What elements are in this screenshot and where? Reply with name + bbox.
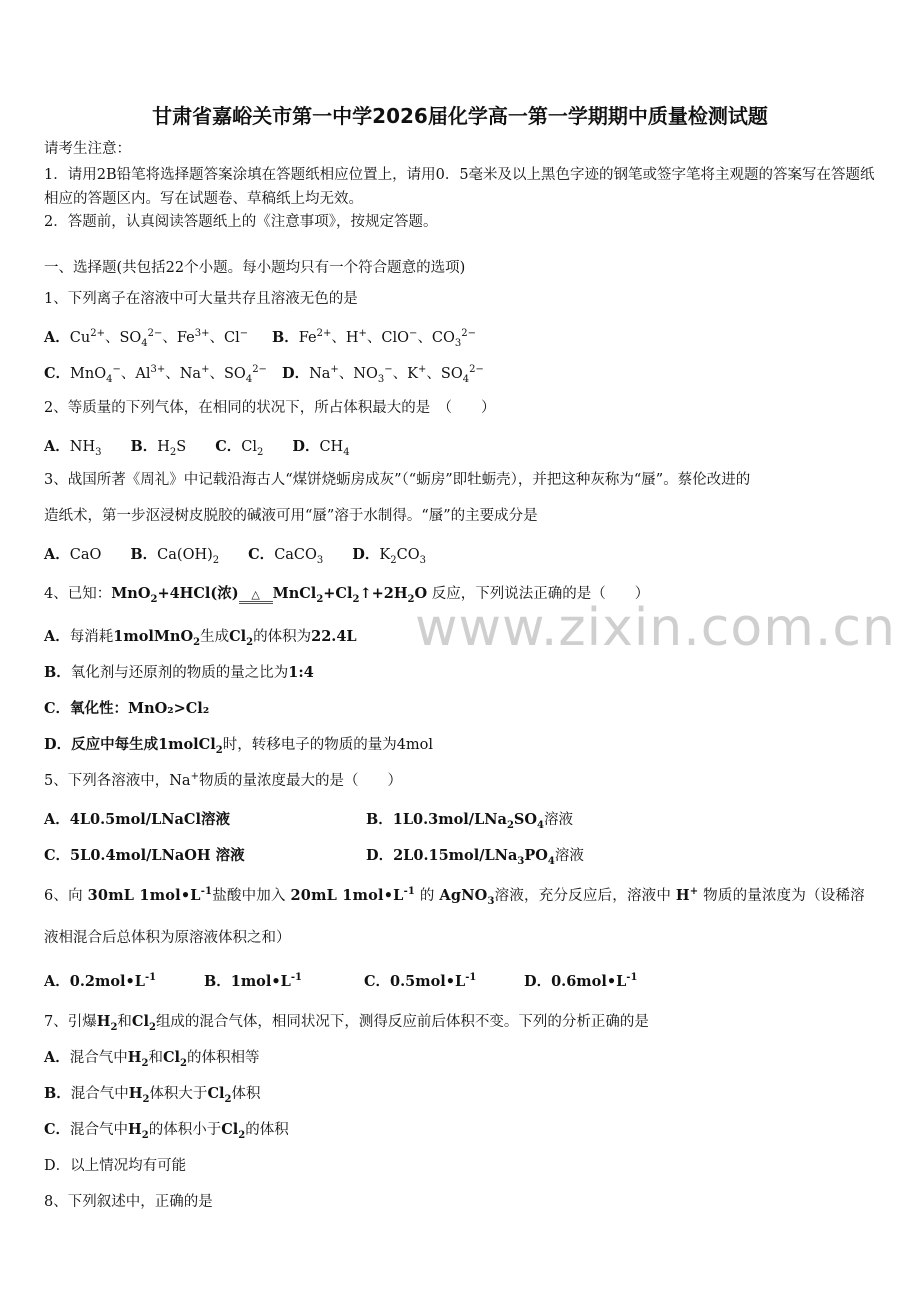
q1-option-c: C．MnO$_4$−、$Al^{3+}$、Na+、$SO_4^{2-}$	[44, 364, 267, 385]
q6-option-c: C．$0.5mol•L^{-1}$	[364, 972, 477, 990]
q7-option-c: C．混合气中$H_2$的体积小于$Cl_2$的体积	[44, 1121, 289, 1141]
q6-option-b: B．$1mol•L^{-1}$	[204, 972, 302, 990]
q6-option-a: A．$0.2mol•L^{-1}$	[44, 972, 157, 990]
q5-option-b: B．$1L0.3mol/LNa_2SO_4$溶液	[366, 811, 573, 831]
q7-option-b: B．混合气中$H_2$体积大于$Cl_2$体积	[44, 1085, 261, 1105]
watermark: www.zixin.com.cn	[415, 598, 896, 658]
q7-stem: 7、引爆$H_2$和$Cl_2$组成的混合气体，相同状况下，测得反应前后体积不变。下列的分析正确的是	[44, 1013, 649, 1033]
q1-option-b: B．$Fe^{2+}$、H+、ClO−、$CO_3^{2-}$	[272, 328, 477, 349]
q5-stem: 5、下列各溶液中，Na+物质的量浓度最大的是（ ）	[44, 771, 402, 789]
q6-stem-1: 6、向 30mL $1mol•L^{-1}$盐酸中加入 20mL $1mol•L^{-1}$ 的 AgNO$_3$溶液，充分反应后，溶液中 H+ 物质的量浓度为（设稀溶	[44, 886, 865, 907]
q2-stem: 2、等质量的下列气体，在相同的状况下，所占体积最大的是 （ ）	[44, 400, 496, 416]
q4-suffix: 反应，下列说法正确的是（ ）	[431, 586, 650, 602]
section-heading: 一、选择题(共包括22个小题。每小题均只有一个符合题意的选项)	[44, 260, 466, 276]
notice-item-2: 2．答题前，认真阅读答题纸上的《注意事项》，按规定答题。	[44, 214, 438, 230]
q7-option-d: D．以上情况均有可能	[44, 1158, 187, 1174]
q5-stem-pre: 5、下列各溶液中，Na	[44, 773, 191, 789]
q3-stem-2: 造纸术，第一步沤浸树皮脱胶的碱液可用“蜃”溶于水制得。“蜃”的主要成分是	[44, 508, 538, 524]
q6-option-d: D．$0.6mol•L^{-1}$	[524, 972, 638, 990]
q1-stem: 1、下列离子在溶液中可大量共存且溶液无色的是	[44, 291, 358, 307]
q4-option-b: B．氧化剂与还原剂的物质的量之比为1:4	[44, 664, 314, 681]
q4-option-c: C．氧化性：MnO₂>Cl₂	[44, 700, 210, 717]
notice-item-1: 1．请用2B铅笔将选择题答案涂填在答题纸相应位置上，请用0．5毫米及以上黑色字迹的钢笔或签字笔将主观题的答案写在答题纸相应的答题区内。写在试题卷、草稿纸上均无效。	[44, 167, 875, 207]
q4-d-pre: D．反应中每生成1molCl	[44, 736, 216, 753]
q5-option-c: C．5L0.4mol/LNaOH 溶液	[44, 847, 245, 864]
q1-option-a: A．$Cu^{2+}$、$SO_4^{2-}$、$Fe^{3+}$、Cl−	[44, 328, 249, 349]
q5-stem-post: 物质的量浓度最大的是（ ）	[198, 773, 402, 789]
q4-prefix: 4、已知：	[44, 586, 112, 602]
q5-option-d: D．$2L0.15mol/LNa_3PO_4$溶液	[366, 847, 584, 867]
q7-option-a: A．混合气中$H_2$和$Cl_2$的体积相等	[44, 1049, 260, 1069]
heat-delta-icon: △	[239, 589, 273, 604]
notice-heading: 请考生注意：	[44, 141, 131, 157]
q3-stem-1: 3、战国所著《周礼》中记载沿海古人“煤饼烧蛎房成灰”（“蛎房”即牡蛎壳），并把这种灰称为“蜃”。蔡伦改进的	[44, 472, 751, 488]
q5-option-a: A．4L0.5mol/LNaCl溶液	[44, 811, 230, 828]
q4-stem: 4、已知：MnO$_2$+4HCl(浓) △ $MnCl_2+Cl_2↑+2H_2O$ 反应，下列说法正确的是（ ）	[44, 585, 650, 605]
q8-stem: 8、下列叙述中，正确的是	[44, 1194, 213, 1210]
q4-option-d: D．反应中每生成1molCl$_2$时，转移电子的物质的量为4mol	[44, 736, 434, 756]
page-title: 甘肃省嘉峪关市第一中学2026届化学高一第一学期期中质量检测试题	[152, 104, 768, 128]
q4-d-post: 时，转移电子的物质的量为4mol	[222, 737, 434, 753]
q3-options: A．CaO B．$Ca(OH)_2$ C．CaCO$_3$ D．$K_2CO_3$	[44, 546, 426, 566]
q1-option-d: D．Na+、$NO_3^-$、K+、$SO_4^{2-}$	[282, 364, 484, 385]
q6-stem-2: 液相混合后总体积为原溶液体积之和）	[44, 930, 291, 946]
q2-options: A．$NH_3$ B．$H_2S$ C．$Cl_2$ D．$CH_4$	[44, 438, 350, 458]
q4-option-a: A．每消耗1molMnO$_2$生成$Cl_2$的体积为22.4L	[44, 628, 357, 648]
